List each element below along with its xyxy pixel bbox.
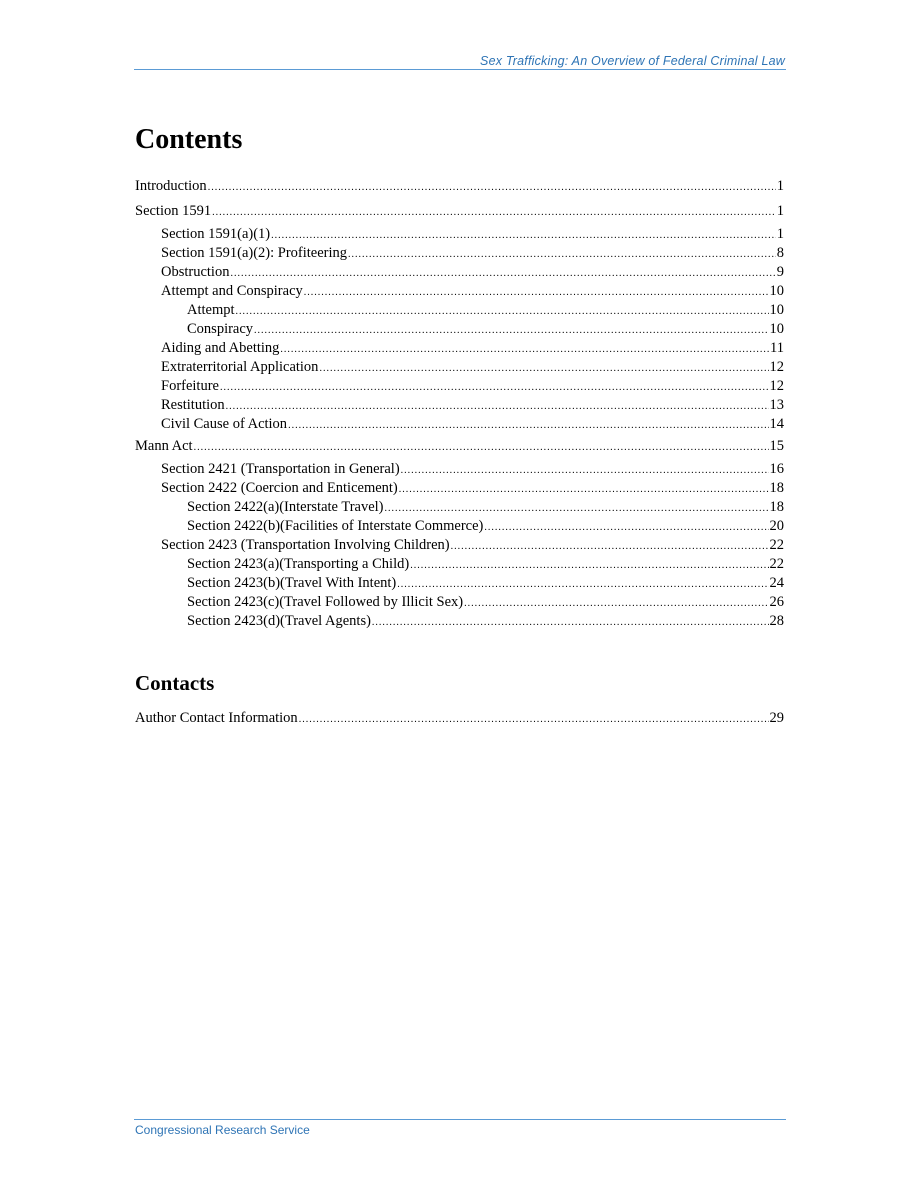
toc-entry-page: 12: [769, 378, 784, 394]
toc-entry-section-2423-c[interactable]: [135, 593, 784, 612]
toc-entry-page: 16: [769, 461, 784, 477]
toc-entry-conspiracy[interactable]: [135, 320, 784, 339]
toc-entry-section-2422-b[interactable]: [135, 517, 784, 536]
toc-entry-section-2423[interactable]: [135, 536, 784, 555]
toc-entry-section-2423-b[interactable]: [135, 574, 784, 593]
toc-entry-page: 8: [776, 245, 784, 261]
toc-entry-civil-cause-of-action[interactable]: [135, 415, 784, 434]
toc-entry-extraterritorial-application[interactable]: [135, 358, 784, 377]
toc-entry-attempt[interactable]: [135, 301, 784, 320]
toc-entry-title: Attempt: [187, 302, 235, 318]
toc-entry-title: Section 2423(b)(Travel With Intent): [187, 575, 397, 591]
toc-entry-page: 29: [769, 710, 784, 726]
toc-entry-page: 15: [769, 438, 784, 454]
toc-entry-restitution[interactable]: [135, 396, 784, 415]
contents-heading: Contents: [135, 124, 243, 155]
dot-leader: [399, 480, 769, 499]
dot-leader: [208, 178, 776, 197]
dot-leader: [230, 264, 775, 283]
toc-entry-mann-act[interactable]: [135, 437, 784, 456]
dot-leader: [372, 613, 769, 632]
toc-entry-page: 10: [769, 321, 784, 337]
toc-entry-title: Section 1591: [135, 203, 212, 219]
toc-entry-title: Author Contact Information: [135, 710, 298, 726]
toc-entry-page: 18: [769, 499, 784, 515]
dot-leader: [410, 556, 768, 575]
toc-entry-section-2421[interactable]: [135, 460, 784, 479]
toc-entry-title: Extraterritorial Application: [161, 359, 319, 375]
toc-entry-title: Forfeiture: [161, 378, 219, 394]
toc-entry-title: Mann Act: [135, 438, 193, 454]
toc-entry-section-1591[interactable]: [135, 202, 784, 221]
dot-leader: [254, 321, 768, 340]
dot-leader: [271, 226, 776, 245]
toc-entry-title: Section 2422 (Coercion and Enticement): [161, 480, 398, 496]
dot-leader: [194, 438, 769, 457]
dot-leader: [220, 378, 769, 397]
toc-entry-page: 13: [769, 397, 784, 413]
toc-entry-page: 1: [776, 203, 784, 219]
dot-leader: [299, 710, 769, 729]
toc-entry-title: Attempt and Conspiracy: [161, 283, 303, 299]
dot-leader: [397, 575, 768, 594]
toc-entry-page: 1: [776, 178, 784, 194]
toc-entry-page: 18: [769, 480, 784, 496]
dot-leader: [236, 302, 769, 321]
dot-leader: [226, 397, 769, 416]
dot-leader: [280, 340, 769, 359]
toc-entry-forfeiture[interactable]: [135, 377, 784, 396]
dot-leader: [464, 594, 768, 613]
toc-entry-section-1591-a-1[interactable]: [135, 225, 784, 244]
dot-leader: [304, 283, 769, 302]
toc-entry-title: Conspiracy: [187, 321, 254, 337]
toc-entry-title: Section 2423(d)(Travel Agents): [187, 613, 371, 629]
toc-entry-page: 28: [769, 613, 784, 629]
dot-leader: [288, 416, 768, 435]
toc-entry-section-2422-a[interactable]: [135, 498, 784, 517]
dot-leader: [319, 359, 768, 378]
dot-leader: [401, 461, 769, 480]
toc-entry-page: 9: [776, 264, 784, 280]
toc-entry-title: Section 1591(a)(1): [161, 226, 271, 242]
toc-entry-title: Obstruction: [161, 264, 230, 280]
toc-entry-title: Section 2423(a)(Transporting a Child): [187, 556, 410, 572]
toc-entry-page: 20: [769, 518, 784, 534]
running-header-title: Sex Trafficking: An Overview of Federal Criminal Law: [480, 54, 785, 68]
toc-entry-title: Section 2423(c)(Travel Followed by Illicit Sex): [187, 594, 464, 610]
toc-entry-title: Section 2421 (Transportation in General): [161, 461, 400, 477]
toc-entry-title: Section 2423 (Transportation Involving Children): [161, 537, 450, 553]
toc-entry-title: Section 2422(b)(Facilities of Interstate Commerce): [187, 518, 484, 534]
toc-entry-title: Section 2422(a)(Interstate Travel): [187, 499, 384, 515]
dot-leader: [484, 518, 768, 537]
toc-entry-title: Section 1591(a)(2): Profiteering: [161, 245, 348, 261]
toc-entry-section-2423-a[interactable]: [135, 555, 784, 574]
toc-entry-section-2422[interactable]: [135, 479, 784, 498]
footer-divider: [134, 1119, 786, 1120]
toc-entry-page: 12: [769, 359, 784, 375]
dot-leader: [212, 203, 776, 222]
toc-entry-page: 24: [769, 575, 784, 591]
toc-entry-page: 10: [769, 302, 784, 318]
toc-entry-section-2423-d[interactable]: [135, 612, 784, 631]
header-divider: [134, 69, 786, 70]
toc-entry-page: 1: [776, 226, 784, 242]
toc-entry-page: 10: [769, 283, 784, 299]
toc-entry-aiding-and-abetting[interactable]: [135, 339, 784, 358]
toc-entry-title: Aiding and Abetting: [161, 340, 280, 356]
toc-entry-author-contact-information[interactable]: [135, 709, 784, 728]
toc-entry-introduction[interactable]: [135, 177, 784, 196]
toc-entry-title: Restitution: [161, 397, 225, 413]
dot-leader: [385, 499, 769, 518]
contacts-heading: Contacts: [135, 671, 215, 695]
toc-entry-page: 22: [769, 537, 784, 553]
toc-entry-page: 14: [769, 416, 784, 432]
toc-entry-profiteering[interactable]: [135, 244, 784, 263]
toc-entry-title: Civil Cause of Action: [161, 416, 288, 432]
toc-entry-attempt-and-conspiracy[interactable]: [135, 282, 784, 301]
dot-leader: [348, 245, 776, 264]
toc-entry-page: 26: [769, 594, 784, 610]
dot-leader: [451, 537, 769, 556]
footer-publisher: Congressional Research Service: [135, 1123, 310, 1137]
toc-entry-obstruction[interactable]: [135, 263, 784, 282]
toc-entry-page: 11: [770, 340, 784, 356]
toc-entry-title: Introduction: [135, 178, 207, 194]
toc-entry-page: 22: [769, 556, 784, 572]
